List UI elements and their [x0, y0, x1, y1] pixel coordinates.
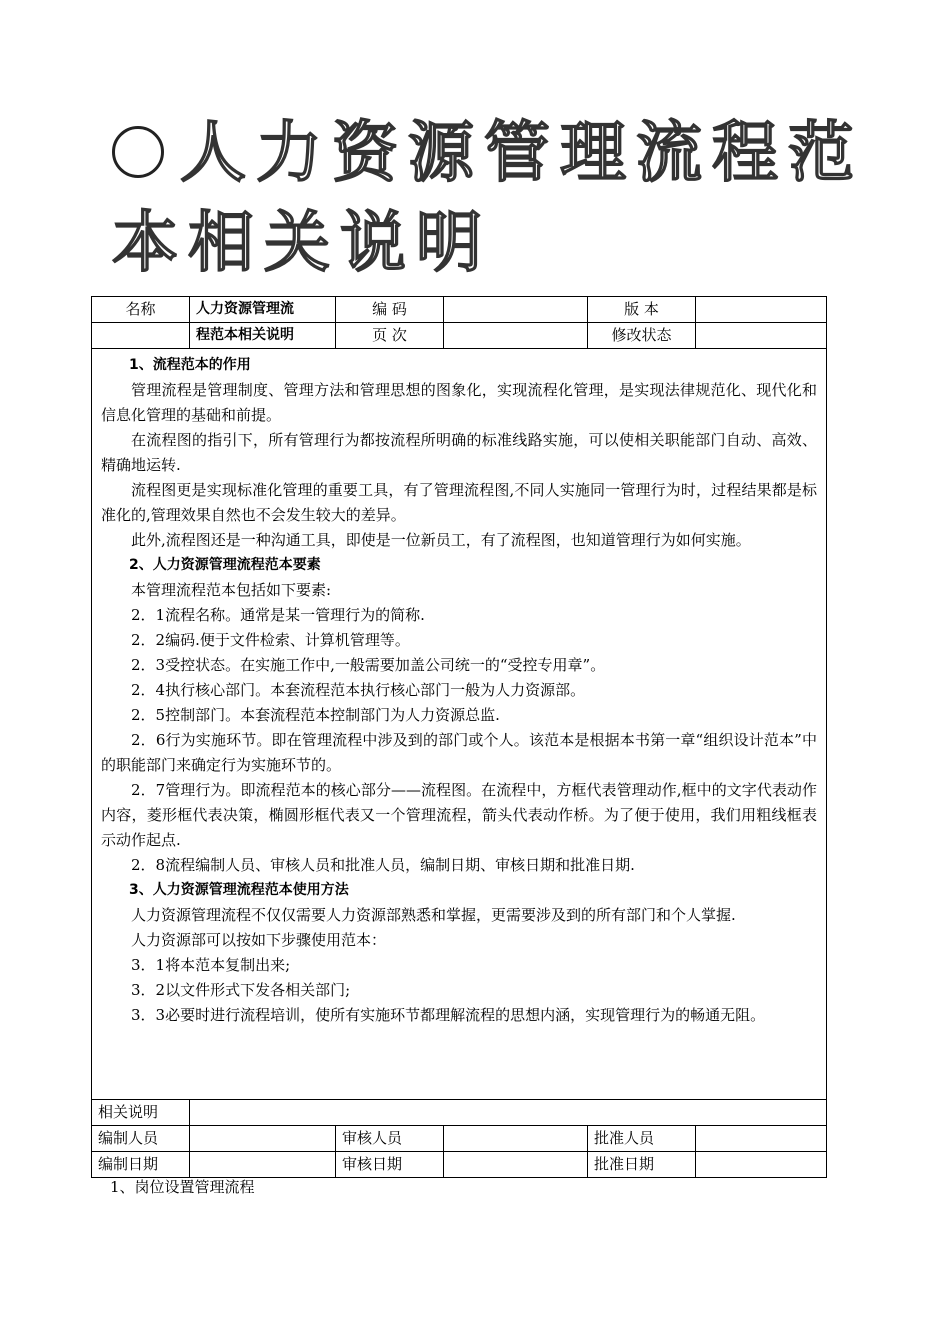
approver-label: 批准人员 [588, 1126, 696, 1152]
compile-date-label: 编制日期 [92, 1152, 190, 1178]
paragraph: 人力资源部可以按如下步骤使用范本： [131, 931, 387, 949]
document-title [112, 108, 864, 288]
paragraph: 流程图更是实现标准化管理的重要工具，有了管理流程图,不同人实施同一管理行为时，过程结果都是标准化的,管理效果自然也不会发生较大的差异。 [101, 481, 817, 524]
paragraph: 3．2以文件形式下发各相关部门; [131, 981, 351, 999]
section-heading: 3、人力资源管理流程范本使用方法 [129, 882, 349, 898]
name-value-line2: 程范本相关说明 [190, 323, 336, 349]
status-label: 修改状态 [588, 323, 696, 349]
name-label: 名称 [92, 297, 190, 323]
compiler-label: 编制人员 [92, 1126, 190, 1152]
related-row [92, 1100, 827, 1126]
paragraph: 2．5控制部门。本套流程范本控制部门为人力资源总监. [131, 706, 500, 724]
title-line-1 [112, 108, 864, 198]
status-value [696, 323, 827, 349]
content-body [101, 353, 817, 1028]
paragraph: 2．3受控状态。在实施工作中,一般需要加盖公司统一的“受控专用章”。 [131, 656, 606, 674]
next-section-heading: 1、岗位设置管理流程 [110, 1178, 255, 1196]
paragraph: 2．2编码.便于文件检索、计算机管理等。 [131, 631, 410, 649]
version-label: 版 本 [588, 297, 696, 323]
approve-date-label: 批准日期 [588, 1152, 696, 1178]
paragraph: 管理流程是管理制度、管理方法和管理思想的图象化，实现流程化管理，是实现法律规范化、现代化和信息化管理的基础和前提。 [101, 381, 817, 424]
date-row [92, 1152, 827, 1178]
content-cell [92, 349, 827, 1100]
related-label: 相关说明 [92, 1100, 190, 1126]
page-value [444, 323, 588, 349]
circle-icon [112, 126, 164, 178]
paragraph: 2．4执行核心部门。本套流程范本执行核心部门一般为人力资源部。 [131, 681, 586, 699]
personnel-row [92, 1126, 827, 1152]
title-text-1: 人力资源管理流程范 [180, 114, 864, 191]
paragraph: 2．1流程名称。通常是某一管理行为的简称. [131, 606, 425, 624]
section-heading: 2、人力资源管理流程范本要素 [129, 557, 321, 573]
paragraph: 3．3必要时进行流程培训，使所有实施环节都理解流程的思想内涵，实现管理行为的畅通无阻。 [131, 1006, 766, 1024]
header-row-1 [92, 297, 827, 323]
paragraph: 本管理流程范本包括如下要素: [131, 581, 332, 599]
paragraph: 此外,流程图还是一种沟通工具，即使是一位新员工，有了流程图，也知道管理行为如何实施。 [131, 531, 751, 549]
paragraph: 人力资源管理流程不仅仅需要人力资源部熟悉和掌握，更需要涉及到的所有部门和个人掌握. [131, 906, 736, 924]
related-value [190, 1100, 827, 1126]
approver-value [696, 1126, 827, 1152]
paragraph: 2．7管理行为。即流程范本的核心部分——流程图。在流程中，方框代表管理动作,框中的文字代表动作内容，菱形框代表决策，椭圆形框代表又一个管理流程，箭头代表动作桥。为了便于使用，我们用粗线框表示动作起点. [101, 781, 817, 849]
code-label: 编 码 [336, 297, 444, 323]
code-value [444, 297, 588, 323]
section-heading: 1、流程范本的作用 [129, 357, 251, 373]
review-date-label: 审核日期 [336, 1152, 444, 1178]
name-label-continued [92, 323, 190, 349]
paragraph: 2．8流程编制人员、审核人员和批准人员，编制日期、审核日期和批准日期. [131, 856, 635, 874]
reviewer-value [444, 1126, 588, 1152]
reviewer-label: 审核人员 [336, 1126, 444, 1152]
paragraph: 在流程图的指引下，所有管理行为都按流程所明确的标准线路实施，可以使相关职能部门自动、高效、精确地运转. [101, 431, 817, 474]
title-line-2: 本相关说明 [112, 204, 492, 281]
approve-date-value [696, 1152, 827, 1178]
version-value [696, 297, 827, 323]
header-row-2 [92, 323, 827, 349]
process-table [91, 296, 827, 1178]
review-date-value [444, 1152, 588, 1178]
compile-date-value [190, 1152, 336, 1178]
name-value-line1: 人力资源管理流 [190, 297, 336, 323]
paragraph: 3．1将本范本复制出来; [131, 956, 291, 974]
compiler-value [190, 1126, 336, 1152]
content-row [92, 349, 827, 1100]
page-label: 页 次 [336, 323, 444, 349]
paragraph: 2．6行为实施环节。即在管理流程中涉及到的部门或个人。该范本是根据本书第一章“组织设计范本”中的职能部门来确定行为实施环节的。 [101, 731, 817, 774]
